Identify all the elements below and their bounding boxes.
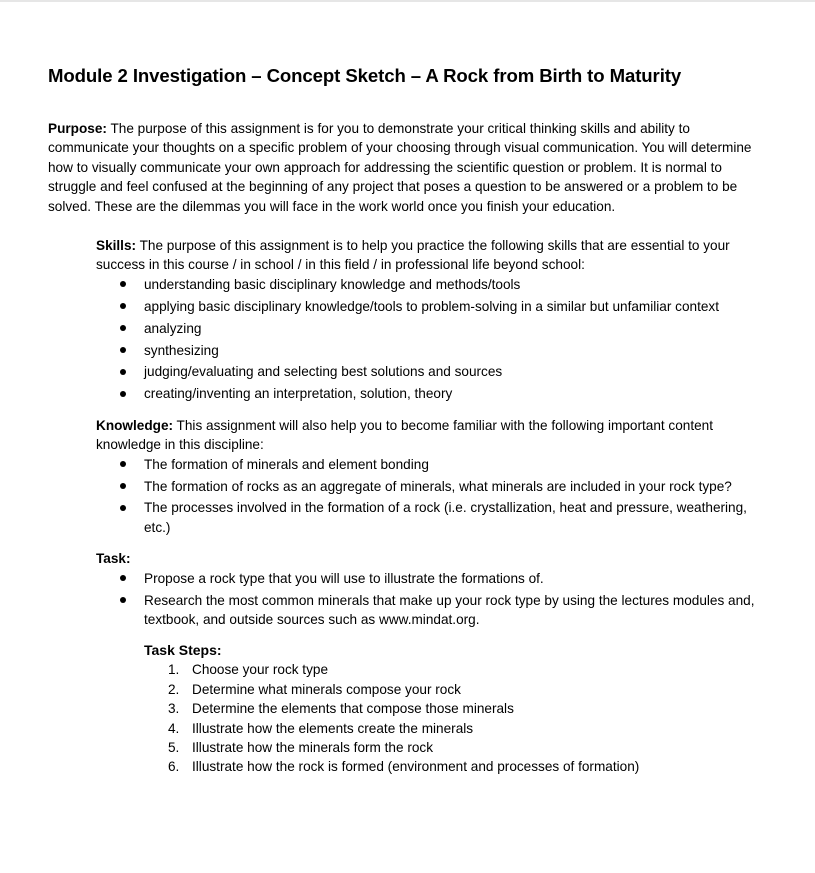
- knowledge-intro: This assignment will also help you to become familiar with the following important content knowledge in this discipline:: [96, 417, 714, 453]
- document-title: Module 2 Investigation – Concept Sketch – A Rock from Birth to Maturity: [48, 65, 682, 86]
- skills-item-analyzing: analyzing: [144, 319, 770, 338]
- task-step: [144, 757, 770, 776]
- task-step-text: Choose your rock type: [192, 662, 329, 678]
- task-steps-title: Task Steps:: [144, 642, 222, 659]
- document-page: [48, 64, 770, 777]
- task-step-text: Illustrate how the elements create the minerals: [192, 720, 474, 736]
- task-list: [96, 569, 770, 630]
- knowledge-label: Knowledge:: [96, 417, 174, 433]
- task-step: [144, 660, 770, 679]
- skills-section: [96, 236, 770, 404]
- skills-item-applying: applying basic disciplinary knowledge/tools to problem-solving in a similar but unfamiliar context: [144, 297, 770, 316]
- task-steps-block: [144, 640, 770, 776]
- purpose-label: Purpose:: [48, 121, 107, 136]
- task-step-number: 6.: [168, 759, 180, 775]
- task-step: [144, 699, 770, 718]
- task-item-research: Research the most common minerals that make up your rock type by using the lectures modules and, textbook, and outside sources such as www.mindat.org.: [144, 591, 770, 630]
- skills-list: [96, 275, 770, 404]
- skills-item-understanding: understanding basic disciplinary knowledge and methods/tools: [144, 275, 770, 294]
- task-section: [96, 549, 770, 777]
- task-item-propose: Propose a rock type that you will use to illustrate the formations of.: [144, 569, 770, 588]
- task-step: [144, 738, 770, 757]
- task-step-number: 3.: [168, 701, 180, 717]
- skills-intro: The purpose of this assignment is to help you practice the following skills that are essential to your success in this course / in school / in this field / in professional life beyond school:: [96, 238, 730, 273]
- skills-item-judging: judging/evaluating and selecting best solutions and sources: [144, 362, 770, 381]
- task-step-text: Illustrate how the rock is formed (environment and processes of formation): [192, 759, 640, 775]
- knowledge-item-rocks: The formation of rocks as an aggregate of minerals, what minerals are included in your rock type?: [144, 477, 770, 496]
- task-steps-list: [144, 660, 770, 776]
- task-step-text: Determine what minerals compose your rock: [192, 681, 461, 697]
- knowledge-section: [96, 416, 770, 537]
- knowledge-list: [96, 455, 770, 538]
- knowledge-item-processes: The processes involved in the formation of a rock (i.e. crystallization, heat and pressure, weathering, etc.): [144, 498, 770, 537]
- task-step: [144, 680, 770, 699]
- task-step: [144, 719, 770, 738]
- task-heading-paragraph: [96, 549, 770, 568]
- task-step-number: 1.: [168, 662, 180, 678]
- task-step-number: 2.: [168, 681, 180, 697]
- purpose-paragraph: [48, 119, 770, 216]
- task-label: Task:: [96, 551, 131, 567]
- skills-item-creating: creating/inventing an interpretation, solution, theory: [144, 384, 770, 403]
- page-top-border: [0, 0, 815, 2]
- skills-item-synthesizing: synthesizing: [144, 341, 770, 360]
- purpose-text: The purpose of this assignment is for you to demonstrate your critical thinking skills and ability to communicate your thoughts on a specific problem of your choosing through visual communication. You will determine how to visually communicate your own approach for addressing the scientific question or problem. It is normal to struggle and feel confused at the beginning of any project that poses a question to be answered or a problem to be solved. These are the dilemmas you will face in the work world once you finish your education.: [48, 121, 752, 214]
- task-step-number: 4.: [168, 720, 180, 736]
- task-step-text: Determine the elements that compose those minerals: [192, 701, 514, 717]
- knowledge-item-minerals: The formation of minerals and element bonding: [144, 455, 770, 474]
- knowledge-intro-paragraph: [96, 416, 770, 455]
- skills-label: Skills:: [96, 238, 137, 254]
- task-step-text: Illustrate how the minerals form the rock: [192, 739, 434, 755]
- task-step-number: 5.: [168, 739, 180, 755]
- skills-intro-paragraph: [96, 236, 770, 275]
